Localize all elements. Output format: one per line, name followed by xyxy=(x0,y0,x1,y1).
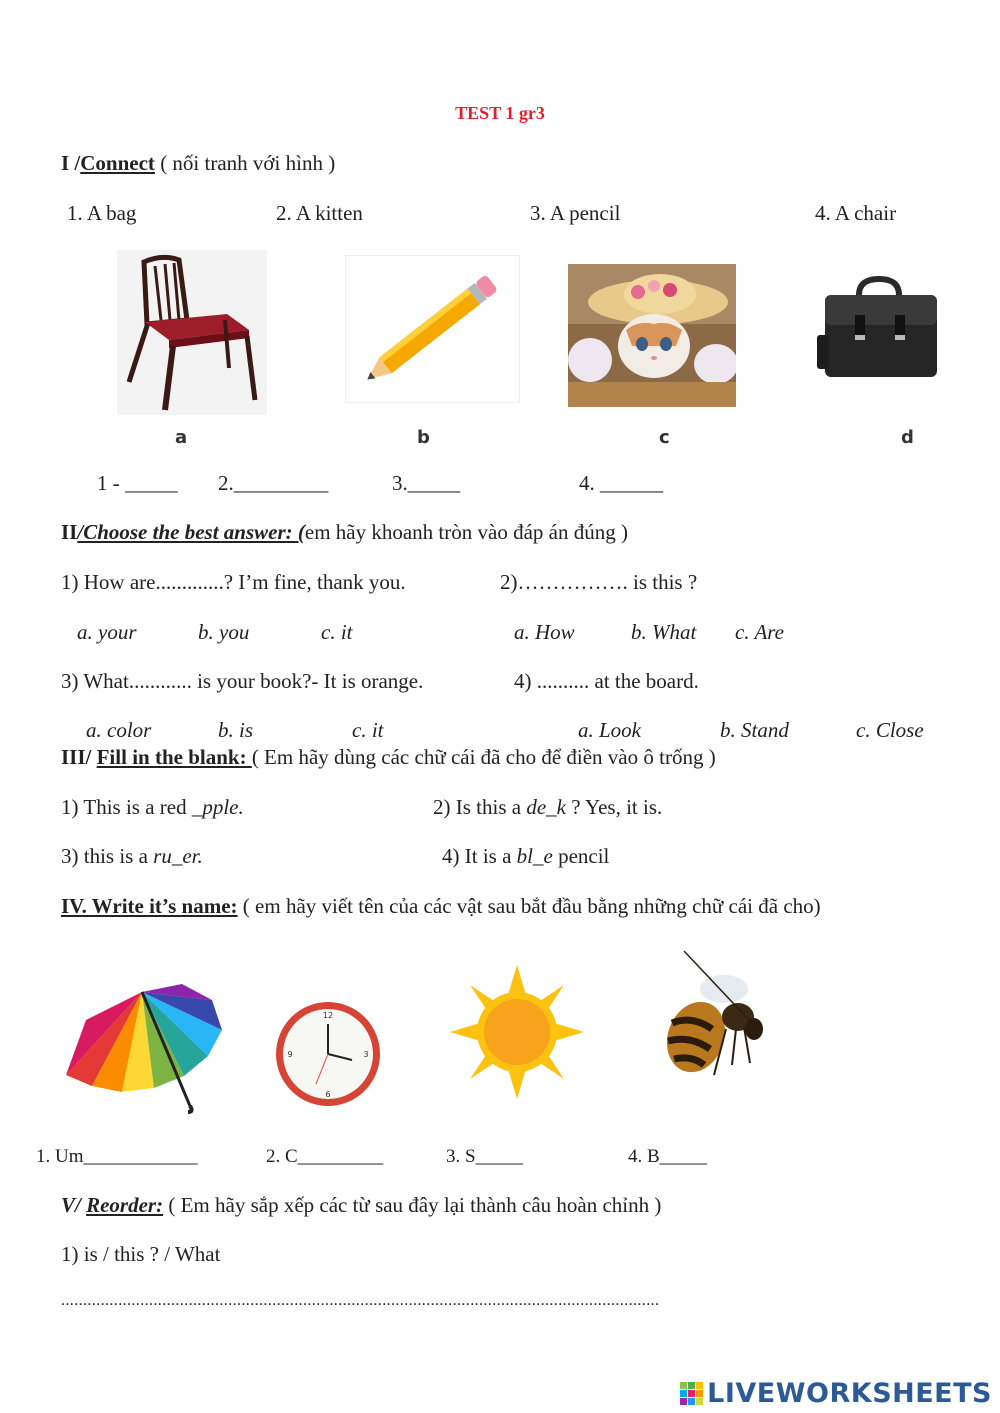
item-pencil: 3. A pencil xyxy=(530,201,621,225)
q4-option-b[interactable]: b. Stand xyxy=(720,718,789,742)
pencil-picture xyxy=(345,255,520,403)
svg-text:12: 12 xyxy=(322,1011,334,1020)
name-blank-2[interactable]: 2. C_________ xyxy=(266,1146,384,1167)
svg-text:6: 6 xyxy=(325,1090,331,1099)
question-3-1-text: 1) This is a red xyxy=(61,795,192,819)
section-2-number: II xyxy=(61,520,78,544)
question-3-2-tail: ? Yes, it is. xyxy=(565,795,663,819)
bee-picture xyxy=(640,945,770,1095)
question-3-2 xyxy=(433,795,662,820)
question-3-3-text: 3) this is a xyxy=(61,844,154,868)
section-5-note: ( Em hãy sắp xếp các từ sau đây lại thành câu hoàn chỉnh ) xyxy=(163,1193,662,1217)
question-2-1: 1) How are.............? I’m fine, thank you. xyxy=(61,570,406,594)
section-3-note: ( Em hãy dùng các chữ cái đã cho để điền vào ô trống ) xyxy=(251,745,716,769)
svg-text:9: 9 xyxy=(287,1050,293,1059)
name-blank-4[interactable]: 4. B_____ xyxy=(628,1146,708,1167)
question-3-3-word[interactable]: ru_er. xyxy=(153,844,203,868)
section-3-number: III/ xyxy=(61,745,97,769)
picture-label-c: c xyxy=(659,427,670,448)
answer-blank-4[interactable]: 4. ______ xyxy=(579,471,663,495)
q4-option-a[interactable]: a. Look xyxy=(578,718,641,742)
q2-option-c[interactable]: c. Are xyxy=(735,620,784,644)
question-5-1: 1) is / this ? / What xyxy=(61,1242,221,1266)
question-3-4-tail: pencil xyxy=(552,844,610,868)
chair-picture xyxy=(117,250,267,415)
umbrella-picture xyxy=(62,980,227,1115)
clock-picture xyxy=(272,998,384,1113)
q1-option-b[interactable]: b. you xyxy=(198,620,250,644)
item-kitten: 2. A kitten xyxy=(276,201,363,225)
name-blank-3[interactable]: 3. S_____ xyxy=(446,1146,524,1167)
section-1-note: ( nối tranh với hình ) xyxy=(154,151,336,175)
section-1-title: Connect xyxy=(80,151,155,175)
section-4-note: ( em hãy viết tên của các vật sau bắt đầu bằng những chữ cái đã cho) xyxy=(237,894,821,918)
question-2-3: 3) What............ is your book?- It is orange. xyxy=(61,669,424,693)
question-3-4 xyxy=(442,844,609,869)
q1-option-a[interactable]: a. your xyxy=(77,620,137,644)
question-3-2-word[interactable]: de_k xyxy=(526,795,566,819)
svg-text:3: 3 xyxy=(363,1050,369,1059)
name-blank-1[interactable]: 1. Um____________ xyxy=(36,1146,198,1167)
liveworksheets-brand xyxy=(680,1378,992,1409)
question-3-1-word[interactable]: _pple. xyxy=(191,795,244,819)
section-5-number: V/ xyxy=(61,1193,87,1217)
section-5-heading xyxy=(61,1193,661,1218)
q1-option-c[interactable]: c. it xyxy=(321,620,353,644)
q3-option-a[interactable]: a. color xyxy=(86,718,152,742)
q2-option-b[interactable]: b. What xyxy=(631,620,697,644)
section-2-heading xyxy=(61,520,628,545)
section-4-title: IV. Write it’s name: xyxy=(61,894,238,918)
kitten-picture xyxy=(568,264,736,407)
liveworksheets-logo-icon xyxy=(680,1382,703,1405)
section-3-heading xyxy=(61,745,716,770)
question-3-4-word[interactable]: bl_e xyxy=(516,844,553,868)
answer-blank-3[interactable]: 3._____ xyxy=(392,471,461,495)
question-3-1 xyxy=(61,795,244,820)
answer-blank-2[interactable]: 2._________ xyxy=(218,471,329,495)
worksheet-title: TEST 1 gr3 xyxy=(455,103,545,123)
picture-label-a: a xyxy=(175,427,188,448)
q4-option-c[interactable]: c. Close xyxy=(856,718,924,742)
picture-label-b: b xyxy=(417,427,430,448)
brand-name: LIVEWORKSHEETS xyxy=(707,1378,992,1409)
question-2-2: 2)……………. is this ? xyxy=(500,570,698,594)
q2-option-a[interactable]: a. How xyxy=(514,620,575,644)
picture-label-d: d xyxy=(901,427,914,448)
question-3-2-text: 2) Is this a xyxy=(433,795,527,819)
section-1-number: I / xyxy=(61,151,81,175)
section-4-heading xyxy=(61,894,821,919)
answer-line[interactable]: ........................................................................................................................................ xyxy=(61,1292,660,1309)
q3-option-c[interactable]: c. it xyxy=(352,718,384,742)
section-3-title: Fill in the blank: xyxy=(96,745,252,769)
question-2-4: 4) .......... at the board. xyxy=(514,669,699,693)
section-2-title: /Choose the best answer: ( xyxy=(77,520,305,544)
item-chair: 4. A chair xyxy=(815,201,897,225)
section-2-note: em hãy khoanh tròn vào đáp án đúng ) xyxy=(304,520,628,544)
item-bag: 1. A bag xyxy=(67,201,137,225)
bag-picture xyxy=(815,275,943,393)
question-3-3 xyxy=(61,844,203,869)
sun-picture xyxy=(450,965,584,1099)
section-5-title: Reorder: xyxy=(86,1193,164,1217)
question-3-4-text: 4) It is a xyxy=(442,844,517,868)
q3-option-b[interactable]: b. is xyxy=(218,718,254,742)
section-1-heading xyxy=(61,151,335,176)
answer-blank-1[interactable]: 1 - _____ xyxy=(97,471,178,495)
